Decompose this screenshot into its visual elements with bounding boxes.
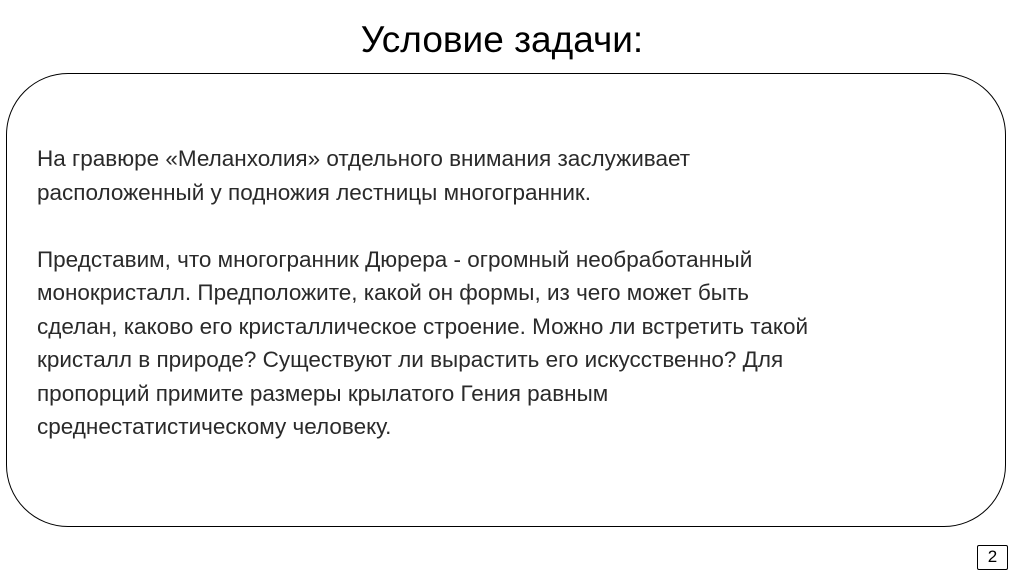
text-line: Представим, что многогранник Дюрера - огромный необработанный [37,246,753,272]
text-line: кристалл в природе? Существуют ли вырастить его искусственно? Для [37,347,784,372]
text-line: расположенный у подножия лестницы многогранник. [37,179,591,205]
page-number: 2 [977,545,1008,570]
text-line: пропорций примите размеры крылатого Гения равным [37,380,609,406]
text-line: монокристалл. Предположите, какой он формы, из чего может быть [37,280,749,305]
text-line: среднестатистическому человеку. [37,414,392,439]
text-line: сделан, каково его кристаллическое строение. Можно ли встретить такой [37,313,809,339]
task-paragraph-question [37,243,997,444]
text-line: На гравюре «Меланхолия» отдельного внимания заслуживает [37,146,691,171]
slide-title: Условие задачи: [360,19,644,60]
task-text [37,142,997,444]
task-paragraph-intro [37,142,997,209]
